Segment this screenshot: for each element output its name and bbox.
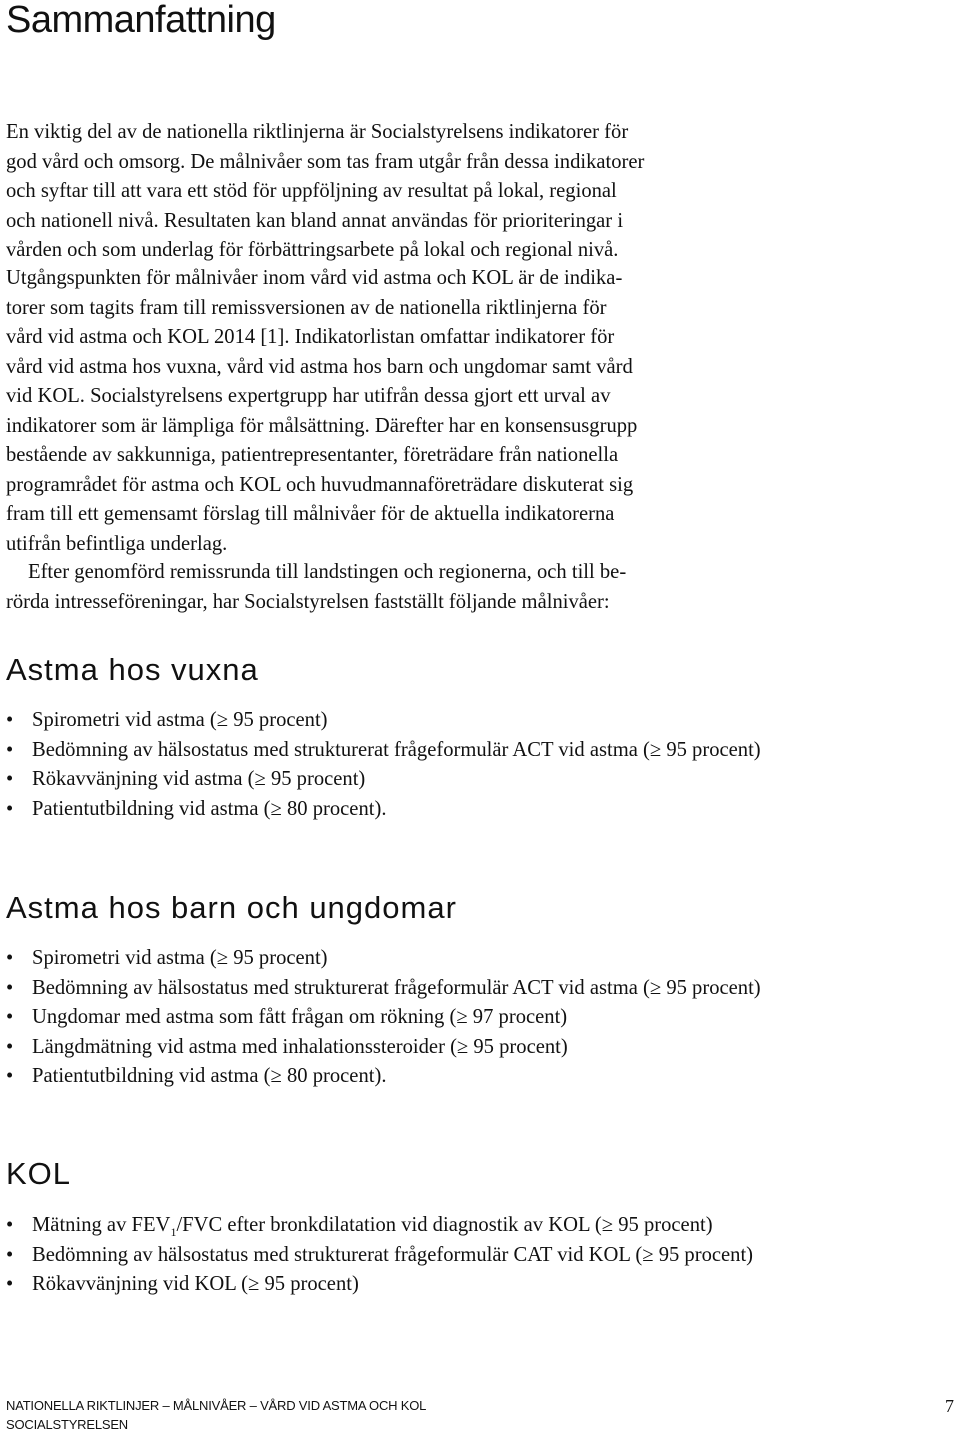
paragraph-line: fram till ett gemensamt förslag till målnivåer för de aktuella indikatorerna [6,503,615,525]
intro-line: och nationell nivå. Resultaten kan bland annat användas för prioriteringar i [6,209,624,232]
page-number: 7 [945,1396,954,1416]
asthma-children-list [6,944,954,1092]
section-heading-kol: KOL [6,1156,72,1191]
footer-organization: SOCIALSTYRELSEN [6,1417,128,1432]
paragraph-line: Utgångspunkten för målnivåer inom vård vid astma och KOL är de indika- [6,267,623,289]
paragraph-line: vid KOL. Socialstyrelsens expertgrupp har utifrån dessa gjort ett urval av [6,385,611,407]
list-item-text: /FVC efter bronkdilatation vid diagnostik av KOL (≥ 95 procent) [176,1214,713,1236]
intro-paragraph [6,118,954,266]
list-item-text: Mätning av FEV [32,1214,171,1236]
paragraph-line: vård vid astma hos vuxna, vård vid astma hos barn och ungdomar samt vård [6,355,633,378]
paragraph-line: torer som tagits fram till remissversionen av de nationella riktlinjerna för [6,296,607,319]
list-item: • Rökavvänjning vid KOL (≥ 95 procent) [6,1270,954,1300]
list-item: • Rökavvänjning vid astma (≥ 95 procent) [6,765,954,795]
intro-line: vården och som underlag för förbättringsarbete på lokal och regional nivå. [6,239,619,261]
page-title: Sammanfattning [6,0,276,41]
asthma-adults-list [6,706,954,824]
paragraph-line: rörda intresseföreningar, har Socialstyrelsen fastställt följande målnivåer: [6,590,610,613]
paragraph-line: bestående av sakkunniga, patientrepresentanter, företrädare från nationella [6,444,619,466]
list-item: • Patientutbildning vid astma (≥ 80 procent). [6,795,954,825]
list-item [6,1211,954,1241]
paragraph-line: programrådet för astma och KOL och huvudmannaföreträdare diskuterat sig [6,473,634,496]
list-item: • Bedömning av hälsostatus med strukturerat frågeformulär CAT vid KOL (≥ 95 procent) [6,1241,954,1271]
list-item: • Längdmätning vid astma med inhalationssteroider (≥ 95 procent) [6,1033,954,1063]
kol-list [6,1211,954,1300]
list-item: • Bedömning av hälsostatus med strukturerat frågeformulär ACT vid astma (≥ 95 procent) [6,736,954,766]
paragraph-line: Efter genomförd remissrunda till landstingen och regionerna, och till be- [28,561,627,583]
paragraph-line: indikatorer som är lämpliga för målsättning. Därefter har en konsensusgrupp [6,414,638,437]
list-item: • Spirometri vid astma (≥ 95 procent) [6,944,954,974]
section-heading-asthma-children: Astma hos barn och ungdomar [6,890,457,925]
list-item: • Spirometri vid astma (≥ 95 procent) [6,706,954,736]
subscript: 1 [170,1225,177,1240]
list-item: • Bedömning av hälsostatus med strukturerat frågeformulär ACT vid astma (≥ 95 procent) [6,974,954,1004]
after-remiss-paragraph [6,558,954,617]
footer-title: NATIONELLA RIKTLINJER – MÅLNIVÅER – VÅRD VID ASTMA OCH KOL [6,1398,427,1413]
list-item: • Ungdomar med astma som fått frågan om rökning (≥ 97 procent) [6,1003,954,1033]
paragraph-line: utifrån befintliga underlag. [6,532,228,555]
paragraph-line: vård vid astma och KOL 2014 [1]. Indikatorlistan omfattar indikatorer för [6,326,615,348]
intro-line: En viktig del av de nationella riktlinjerna är Socialstyrelsens indikatorer för [6,121,629,143]
intro-line: god vård och omsorg. De målnivåer som tas fram utgår från dessa indikatorer [6,150,645,173]
list-item: • Patientutbildning vid astma (≥ 80 procent). [6,1062,954,1092]
starting-point-paragraph [6,264,954,559]
section-heading-asthma-adults: Astma hos vuxna [6,652,259,687]
intro-line: och syftar till att vara ett stöd för uppföljning av resultat på lokal, regional [6,180,617,202]
